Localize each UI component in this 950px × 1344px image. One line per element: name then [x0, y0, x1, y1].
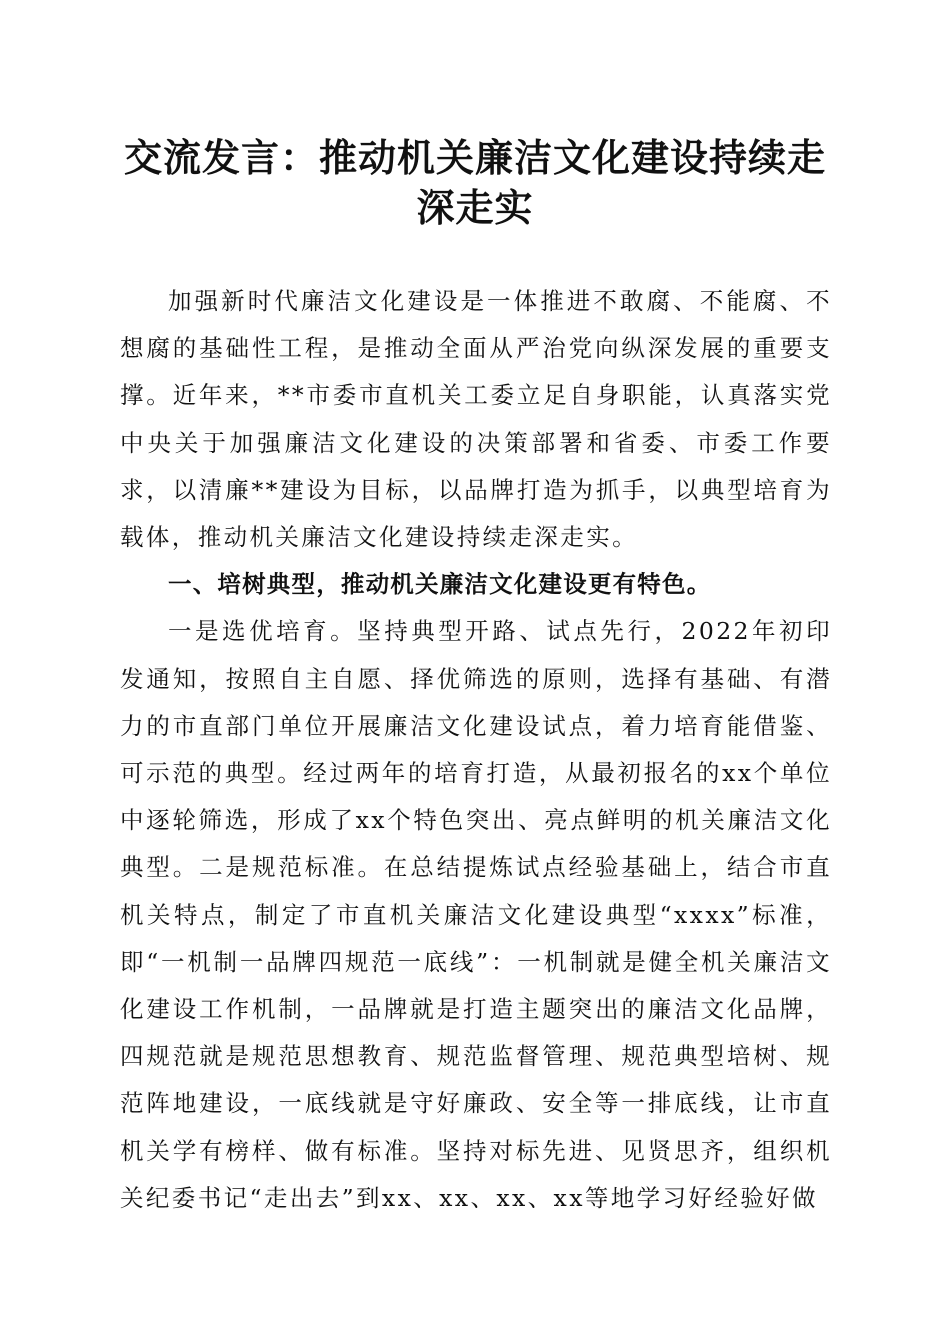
document-body — [120, 278, 832, 1222]
section-paragraph: 一是选优培育。坚持典型开路、试点先行，2022年初印发通知，按照自主自愿、择优筛选的原则，选择有基础、有潜力的市直部门单位开展廉洁文化建设试点，着力培育能借鉴、可示范的典型。经过两年的培育打造，从最初报名的xx个单位中逐轮筛选，形成了xx个特色突出、亮点鲜明的机关廉洁文化典型。二是规范标准。在总结提炼试点经验基础上，结合市直机关特点，制定了市直机关廉洁文化建设典型“xxxx”标准，即“一机制一品牌四规范一底线”：一机制就是健全机关廉洁文化建设工作机制，一品牌就是打造主题突出的廉洁文化品牌，四规范就是规范思想教育、规范监督管理、规范典型培树、规范阵地建设，一底线就是守好廉政、安全等一排底线，让市直机关学有榜样、做有标准。坚持对标先进、见贤思齐，组织机关纪委书记“走出去”到xx、xx、xx、xx等地学习好经验好做 — [120, 617, 832, 1212]
document-title: 交流发言：推动机关廉洁文化建设持续走深走实 — [123, 135, 826, 230]
section-heading: 一、培树典型，推动机关廉洁文化建设更有特色。 — [168, 570, 712, 599]
intro-paragraph: 加强新时代廉洁文化建设是一体推进不敢腐、不能腐、不想腐的基础性工程，是推动全面从严治党向纵深发展的重要支撑。近年来，**市委市直机关工委立足自身职能，认真落实党中央关于加强廉洁文化建设的决策部署和省委、市委工作要求，以清廉**建设为目标，以品牌打造为抓手，以典型培育为载体，推动机关廉洁文化建设持续走深走实。 — [120, 287, 832, 552]
